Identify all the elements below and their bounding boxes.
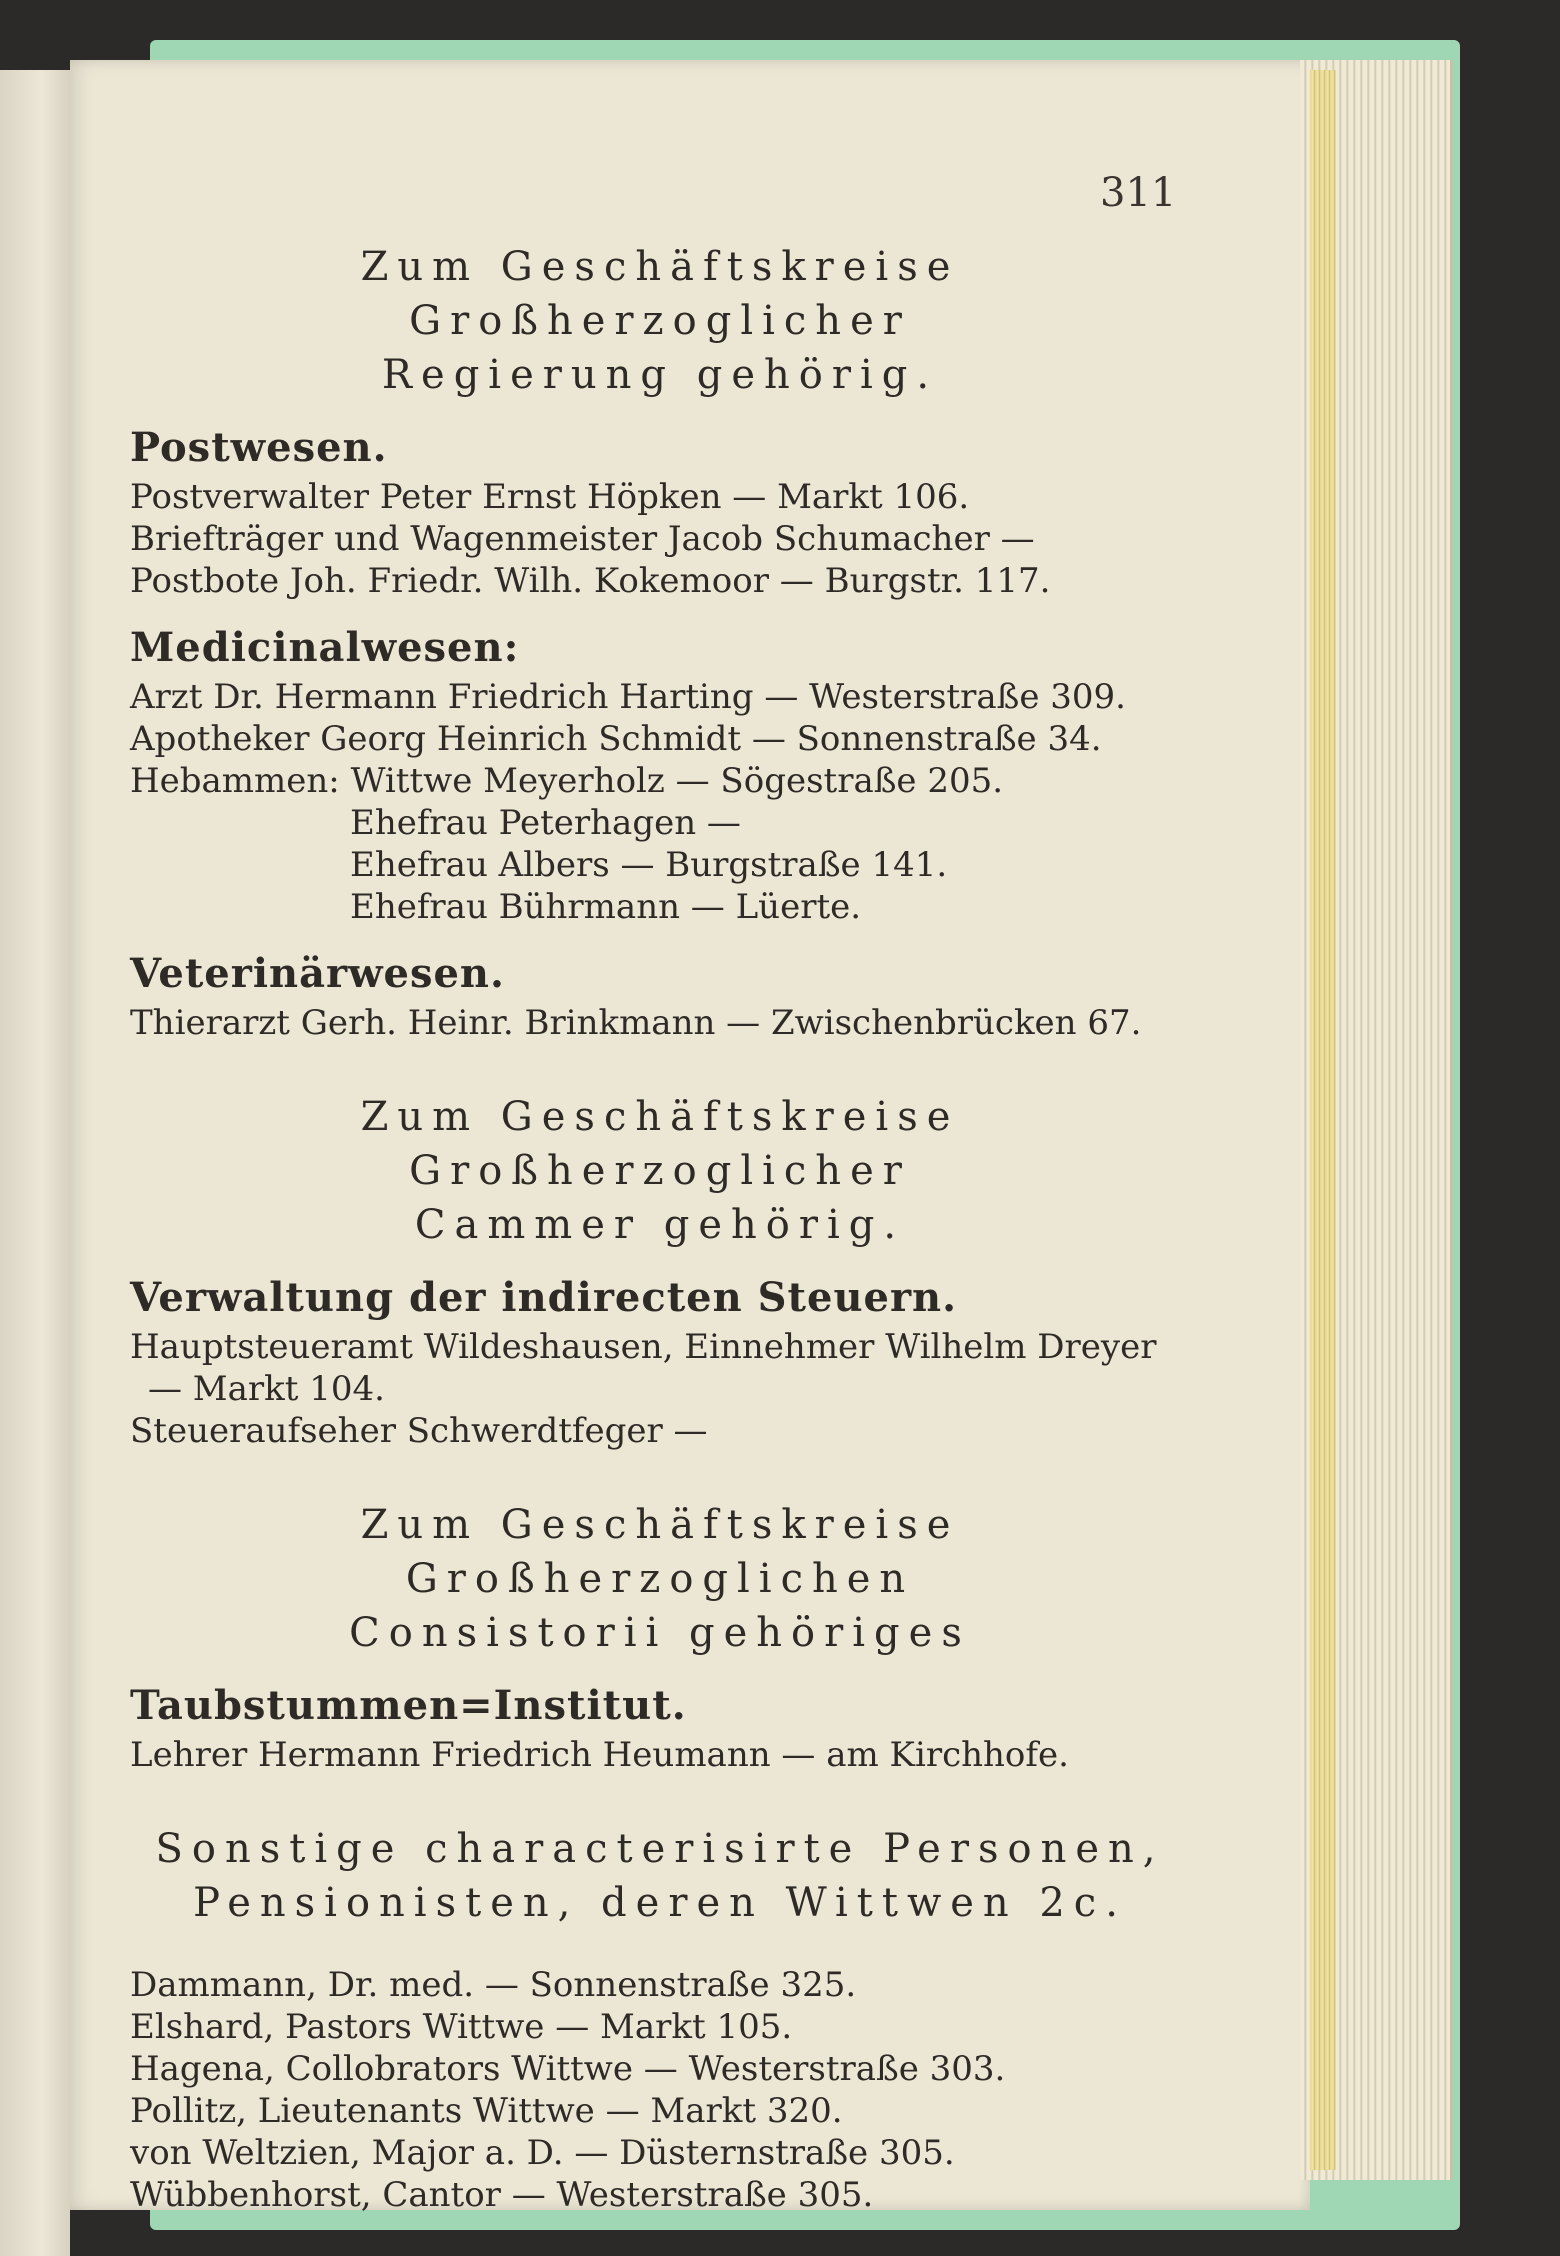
entry-line-indented: Ehefrau Albers — Burgstraße 141. [350, 845, 948, 885]
subheading-steuern: Verwaltung der indirecten Steuern. [130, 1274, 958, 1321]
section-heading-line: Consistorii gehöriges [349, 1610, 971, 1656]
section-heading-line: Zum Geschäftskreise Großherzoglicher [360, 1094, 960, 1194]
gilt-edge [1310, 70, 1336, 2170]
page-number: 311 [1100, 170, 1177, 216]
subheading-medicinalwesen: Medicinalwesen: [130, 624, 520, 671]
entry-line: Lehrer Hermann Friedrich Heumann — am Kirchhofe. [130, 1735, 1069, 1775]
section-heading-line: Pensionisten, deren Wittwen 2c. [193, 1880, 1127, 1926]
entry-line: Hagena, Collobrators Wittwe — Westerstraße 303. [130, 2049, 1006, 2089]
section-heading-line: Regierung gehörig. [381, 352, 939, 398]
entry-line: Wübbenhorst, Cantor — Westerstraße 305. [130, 2175, 874, 2215]
entry-line: — Markt 104. [148, 1369, 385, 1409]
section-regierung [130, 240, 1190, 1044]
subheading-postwesen: Postwesen. [130, 424, 388, 471]
entry-line: Elshard, Pastors Wittwe — Markt 105. [130, 2007, 793, 2047]
entry-line: Postbote Joh. Friedr. Wilh. Kokemoor — Burgstr. 117. [130, 561, 1051, 601]
entry-line: Arzt Dr. Hermann Friedrich Harting — Westerstraße 309. [130, 677, 1126, 717]
section-heading-line: Sonstige characterisirte Personen, [155, 1826, 1165, 1872]
page-content [130, 240, 1190, 2216]
entry-line: Dammann, Dr. med. — Sonnenstraße 325. [130, 1965, 857, 2005]
entry-line: von Weltzien, Major a. D. — Düsternstraße 305. [130, 2133, 955, 2173]
entry-line: Steueraufseher Schwerdtfeger — [130, 1411, 708, 1451]
entry-line: Thierarzt Gerh. Heinr. Brinkmann — Zwischenbrücken 67. [130, 1003, 1142, 1043]
entry-line: Hebammen: Wittwe Meyerholz — Sögestraße 205. [130, 761, 1004, 801]
entry-line: Postverwalter Peter Ernst Höpken — Markt 106. [130, 477, 970, 517]
facing-page-edge [0, 70, 70, 2256]
section-heading-line: Zum Geschäftskreise Großherzoglichen [360, 1502, 960, 1602]
entry-line: Briefträger und Wagenmeister Jacob Schumacher — [130, 519, 1035, 559]
entry-line-indented: Ehefrau Bührmann — Lüerte. [350, 887, 862, 927]
section-cammer [130, 1090, 1190, 1452]
entry-line: Hauptsteueramt Wildeshausen, Einnehmer Wilhelm Dreyer [130, 1327, 1157, 1367]
section-sonstige [130, 1822, 1190, 2216]
section-consistorii [130, 1498, 1190, 1776]
entry-line: Pollitz, Lieutenants Wittwe — Markt 320. [130, 2091, 843, 2131]
subheading-veterinaerwesen: Veterinärwesen. [130, 950, 505, 997]
section-heading-line: Cammer gehörig. [414, 1202, 906, 1248]
section-heading-line: Zum Geschäftskreise Großherzoglicher [360, 244, 960, 344]
entry-line: Apotheker Georg Heinrich Schmidt — Sonnenstraße 34. [130, 719, 1102, 759]
subheading-taubstummen: Taubstummen=Institut. [130, 1682, 687, 1729]
entry-line-indented: Ehefrau Peterhagen — [350, 803, 741, 843]
